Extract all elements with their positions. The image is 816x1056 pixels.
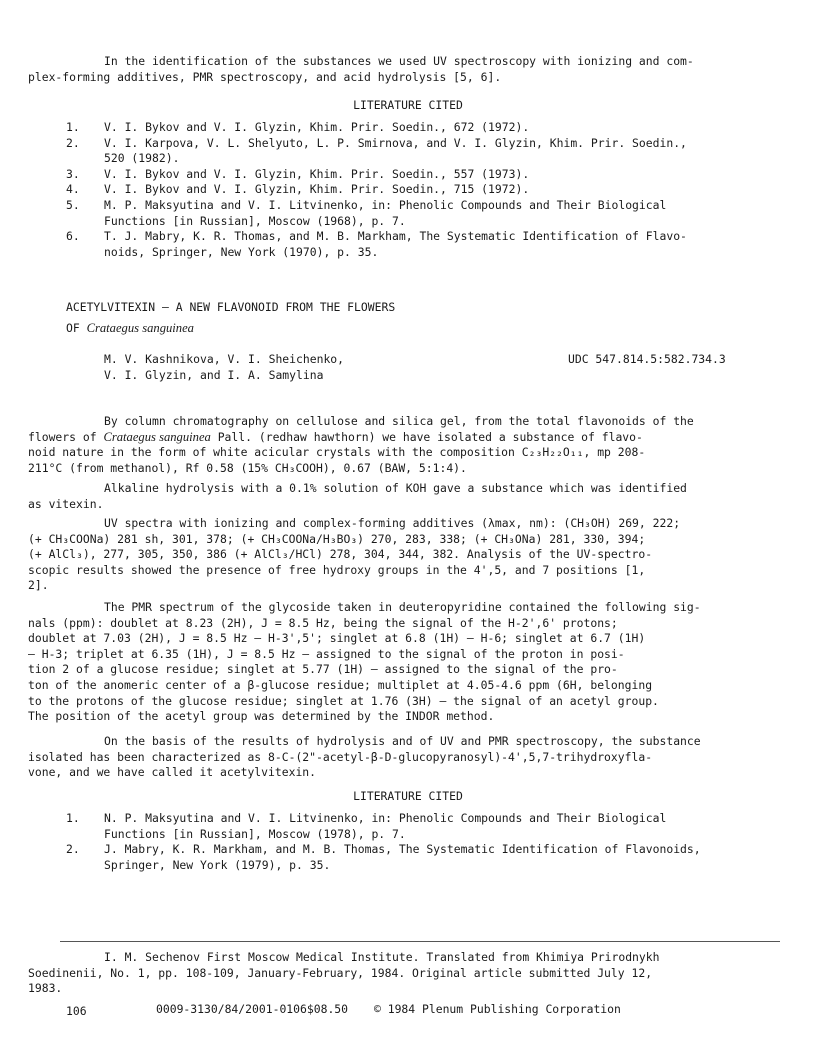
paragraph-line: (+ CH₃COONa) 281 sh, 301, 378; (+ CH₃COONa/H₃BO₃) 270, 283, 338; (+ CH₃ONa) 281, 330, 394; [28,531,646,546]
species-name: Crataegus sanguinea [103,429,211,444]
reference-list [66,811,756,873]
reference-number: 6. [66,229,80,244]
reference-text: V. I. Bykov and V. I. Glyzin, Khim. Prir. Soedin., 672 (1972). [104,120,530,134]
article-title-line: ACETYLVITEXIN — A NEW FLAVONOID FROM THE FLOWERS [66,300,396,314]
reference-text: 520 (1982). [104,151,180,166]
reference-text: V. I. Bykov and V. I. Glyzin, Khim. Prir. Soedin., 715 (1972). [104,182,530,197]
literature-cited-heading: LITERATURE CITED [353,98,463,112]
paragraph-line: as vitexin. [28,496,104,511]
reference-item [66,136,756,167]
reference-text: T. J. Mabry, K. R. Thomas, and M. B. Markham, The Systematic Identification of Flavo- [104,229,687,244]
footnote-line: Soedinenii, No. 1, pp. 108-109, January-February, 1984. Original article submitted July 12, [28,965,653,980]
paragraph-line: By column chromatography on cellulose and silica gel, from the total flavonoids of the [104,414,694,428]
reference-item [66,198,756,229]
intro-paragraph [28,54,750,85]
reference-item [66,167,756,183]
intro-line: In the identification of the substances we used UV spectroscopy with ionizing and com- [104,54,694,68]
reference-text: Springer, New York (1979), p. 35. [104,857,331,872]
reference-item [66,229,756,260]
paragraph-line: noid nature in the form of white acicular crystals with the composition C₂₃H₂₂O₁₁, mp 208- [28,445,646,460]
reference-text: noids, Springer, New York (1970), p. 35. [104,244,379,259]
paragraph-line: to the protons of the glucose residue; singlet at 1.76 (3H) — the signal of an acetyl group. [28,693,659,708]
reference-number: 4. [66,182,80,197]
text-run: flowers of [28,429,104,444]
footnote-line: 1983. [28,981,63,996]
reference-text: M. P. Maksyutina and V. I. Litvinenko, in: Phenolic Compounds and Their Biological [104,197,667,212]
paragraph-line: UV spectra with ionizing and complex-forming additives (λmax, nm): (CH₃OH) 269, 222; [104,516,681,530]
paragraph-line: vone, and we have called it acetylvitexin. [28,765,317,780]
paragraph-line: 211°C (from methanol), Rf 0.58 (15% CH₃COOH), 0.67 (BAW, 5:1:4). [28,460,467,475]
reference-number: 1. [66,811,80,825]
article-code: 0009-3130/84/2001-0106$08.50 [156,1002,349,1016]
paragraph-line: — H-3; triplet at 6.35 (1H), J = 8.5 Hz — assigned to the signal of the proton in posi- [28,646,625,661]
paragraph-line: (+ AlCl₃), 277, 305, 350, 386 (+ AlCl₃/HCl) 278, 304, 344, 382. Analysis of the UV-spectro- [28,547,653,562]
article-title-line [66,321,395,337]
paragraph-line: The position of the acetyl group was determined by the INDOR method. [28,709,495,724]
reference-number: 1. [66,120,80,134]
body-paragraph [28,414,750,476]
species-name: Crataegus sanguinea [86,320,194,335]
article-title [66,300,395,336]
paragraph-line: isolated has been characterized as 8-C-(2"-acetyl-β-D-glucopyranosyl)-4',5,7-trihydroxyfla- [28,749,653,764]
paragraph-line: scopic results showed the presence of free hydroxy groups in the 4',5, and 7 positions [1, [28,562,646,577]
reference-text: N. P. Maksyutina and V. I. Litvinenko, in: Phenolic Compounds and Their Biological [104,811,667,825]
paragraph-line: On the basis of the results of hydrolysis and of UV and PMR spectroscopy, the substance [104,734,701,748]
paragraph-line: nals (ppm): doublet at 8.23 (2H), J = 8.5 Hz, being the signal of the H-2',6' protons; [28,615,618,630]
body-paragraph [28,600,750,725]
reference-item [66,120,756,136]
udc-code: UDC 547.814.5:582.734.3 [568,352,726,366]
text-run: Pall. (redhaw hawthorn) we have isolated a substance of flavo- [210,429,643,444]
body-paragraph [28,734,750,781]
paragraph-line: The PMR spectrum of the glycoside taken in deuteropyridine contained the following sig- [104,600,701,614]
page-number: 106 [66,1004,87,1018]
reference-text: J. Mabry, K. R. Markham, and M. B. Thomas, The Systematic Identification of Flavonoids, [104,842,701,857]
author-list [104,352,344,383]
reference-number: 5. [66,197,80,212]
reference-text: V. I. Bykov and V. I. Glyzin, Khim. Prir. Soedin., 557 (1973). [104,166,530,181]
copyright-notice: © 1984 Plenum Publishing Corporation [374,1002,621,1016]
paragraph-line: Alkaline hydrolysis with a 0.1% solution of KOH gave a substance which was identified [104,481,687,495]
reference-item [66,811,756,842]
paragraph-line [28,429,750,446]
literature-cited-heading: LITERATURE CITED [353,789,463,803]
authors-line: M. V. Kashnikova, V. I. Sheichenko, [104,352,345,366]
reference-item [66,842,756,873]
body-paragraph [28,481,750,512]
reference-number: 3. [66,166,80,181]
paragraph-line: 2]. [28,578,49,593]
reference-text: Functions [in Russian], Moscow (1968), p. 7. [104,213,406,228]
reference-list [66,120,756,260]
paragraph-line: tion 2 of a glucose residue; singlet at 5.77 (1H) — assigned to the signal of the pro- [28,662,618,677]
reference-number: 2. [66,842,80,857]
footnote-line: I. M. Sechenov First Moscow Medical Institute. Translated from Khimiya Prirodnykh [104,950,660,964]
paragraph-line: doublet at 7.03 (2H), J = 8.5 Hz — H-3',5'; singlet at 6.8 (1H) — H-6; singlet at 6.7 (1H) [28,631,646,646]
footnote [28,950,750,997]
reference-item [66,182,756,198]
intro-line: plex-forming additives, PMR spectroscopy, and acid hydrolysis [5, 6]. [28,69,502,84]
footnote-divider [60,941,780,942]
authors-line: V. I. Glyzin, and I. A. Samylina [104,367,324,382]
body-paragraph [28,516,750,594]
article-title-prefix: OF [66,320,87,335]
reference-text: Functions [in Russian], Moscow (1978), p. 7. [104,826,406,841]
reference-text: V. I. Karpova, V. L. Shelyuto, L. P. Smirnova, and V. I. Glyzin, Khim. Prir. Soedin., [104,135,687,150]
paragraph-line: ton of the anomeric center of a β-glucose residue; multiplet at 4.05-4.6 ppm (6H, belonging [28,677,653,692]
reference-number: 2. [66,135,80,150]
